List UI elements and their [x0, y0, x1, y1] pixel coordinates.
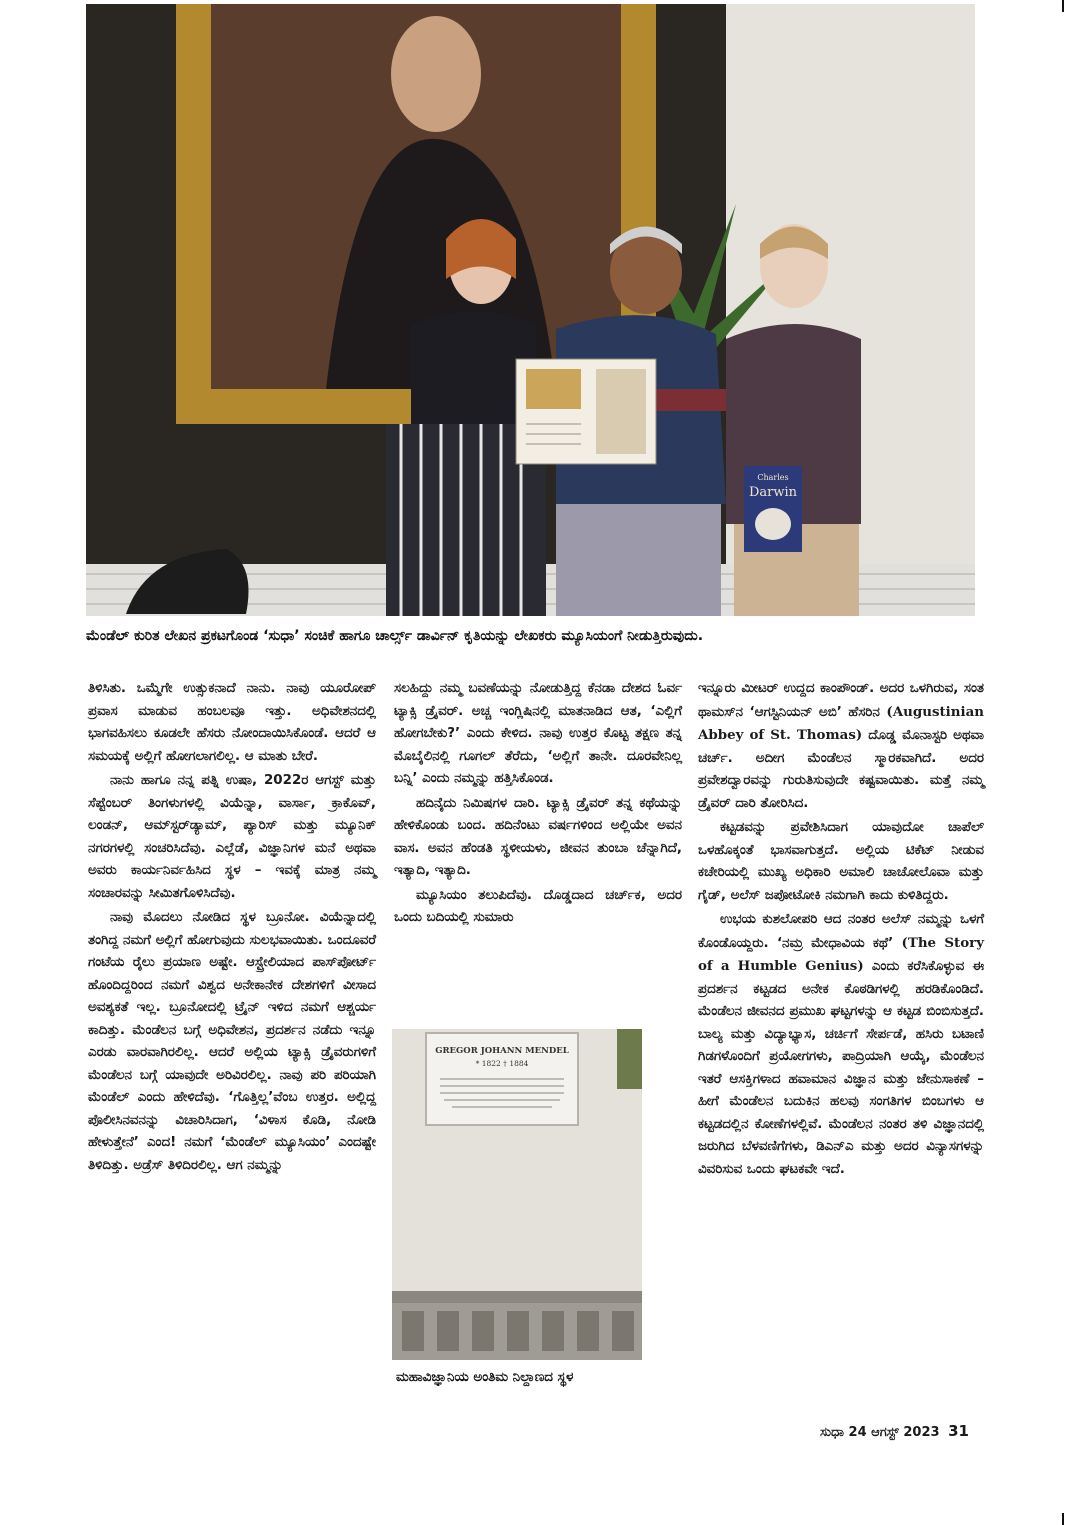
- col3-paragraph-1: [698, 678, 984, 815]
- col3-p3-latin: (The Story of a Humble Genius): [698, 934, 985, 974]
- magazine-date: ಸುಧಾ 24 ಆಗಸ್ಟ್ 2023: [820, 1425, 940, 1440]
- col2-paragraph-2: ಹದಿನೈದು ನಿಮಿಷಗಳ ದಾರಿ. ಟ್ಯಾಕ್ಸಿ ಡ್ರೈವರ್ ತನ್ನ ಕಥೆಯನ್ನು ಹೇಳಿಕೊಂಡು ಬಂದ. ಹದಿನೆಂಟು ವರ್ಷಗಳಿಂದ ಅಲ್ಲಿಯೇ ಅವನ ವಾಸ. ಅವನ ಹೆಂಡತಿ ಸ್ಥಳೀಯಳು, ಜೀವನ ತುಂಬಾ ಚೆನ್ನಾಗಿದೆ, ಇತ್ಯಾದಿ, ಇತ್ಯಾದಿ.: [394, 795, 682, 878]
- col3-p3-text-b: ಎಂದು ಕರೆಸಿಕೊಳ್ಳುವ ಈ ಪ್ರದರ್ಶನ ಕಟ್ಟಡದ ಅನೇಕ ಕೊಠಡಿಗಳಲ್ಲಿ ಹರಡಿಕೊಂಡಿದೆ. ಮೆಂಡೆಲನ ಜೀವನದ ಪ್ರಮುಖ ಘಟ್ಟಗಳನ್ನು ಆ ಕಟ್ಟಡ ಬಿಂಬಿಸುತ್ತದೆ. ಬಾಲ್ಯ ಮತ್ತು ವಿದ್ಯಾಭ್ಯಾಸ, ಚರ್ಚಿಗೆ ಸೇರ್ಪಡೆ, ಹಸಿರು ಬಟಾಣಿ ಗಿಡಗಳೊಂದಿಗೆ ಪ್ರಯೋಗಗಳು, ಪಾದ್ರಿಯಾಗಿ ಆಯ್ಕೆ, ಮೆಂಡೆಲನ ಇತರೆ ಆಸಕ್ತಿಗಳಾದ ಹವಾಮಾನ ವಿಜ್ಞಾನ ಮತ್ತು ಜೇನುಸಾಕಣೆ – ಹೀಗೆ ಮೆಂಡೆಲನ ಬದುಕಿನ ಹಲವು ಸಂಗತಿಗಳ ಬಿಂಬಗಳು ಆ ಕಟ್ಟಡದಲ್ಲಿನ ಕೋಣೆಗಳಲ್ಲಿವೆ. ಮೆಂಡೆಲನ ನಂತರ ತಳಿ ವಿಜ್ಞಾನದಲ್ಲಿ ಜರುಗಿದ ಬೆಳವಣಿಗೆಗಳು, ಡಿಎನ್ಎ ಮತ್ತು ಅದರ ವಿನ್ಯಾಸಗಳನ್ನು ವಿವರಿಸುವ ಒಂದು ಘಟಕವೇ ಇದೆ.: [698, 959, 984, 1177]
- memorial-plaque-illustration: [392, 1029, 642, 1360]
- col3-p1-text-b: ದೊಡ್ಡ ಮೊನಾಸ್ಟರಿ ಅಥವಾ ಚರ್ಚ್. ಅದೀಗ ಮೆಂಡೆಲನ ಸ್ಮಾರಕವಾಗಿದೆ. ಅದರ ಪ್ರವೇಶದ್ವಾರವನ್ನು ಗುರುತಿಸುವುದೇ ಕಷ್ಟವಾಯಿತು. ಮತ್ತೆ ನಮ್ಮ ಡ್ರೈವರ್ ದಾರಿ ತೋರಿಸಿದ.: [698, 728, 984, 811]
- article-column-1: [88, 678, 376, 1179]
- photo-caption: ಮೆಂಡೆಲ್ ಕುರಿತ ಲೇಖನ ಪ್ರಕಟಗೊಂಡ ‘ಸುಧಾ’ ಸಂಚಿಕೆ ಹಾಗೂ ಚಾರ್ಲ್ಸ್ ಡಾರ್ವಿನ್ ಕೃತಿಯನ್ನು ಲೇಖಕರು ಮ್ಯೂಸಿಯಂಗೆ ನೀಡುತ್ತಿರುವುದು.: [86, 628, 704, 644]
- col1-paragraph-1: ತಿಳಿಸಿತು. ಒಮ್ಮೆಗೇ ಉತ್ಸುಕನಾದೆ ನಾನು. ನಾವು ಯೂರೋಪ್ ಪ್ರವಾಸ ಮಾಡುವ ಹಂಬಲವೂ ಇತ್ತು. ಅಧಿವೇಶನದಲ್ಲಿ ಭಾಗವಹಿಸಲು ಕೂಡಲೇ ಹೆಸರು ನೋಂದಾಯಿಸಿಕೊಂಡೆ. ಆದರೆ ಆ ಸಮಯಕ್ಕೆ ಅಲ್ಲಿಗೆ ಹೋಗಲಾಗಲಿಲ್ಲ. ಆ ಮಾತು ಬೇರೆ.: [88, 681, 376, 764]
- col1-paragraph-2: ನಾನು ಹಾಗೂ ನನ್ನ ಪತ್ನಿ ಉಷಾ, 2022ರ ಆಗಸ್ಟ್ ಮತ್ತು ಸೆಪ್ಟೆಂಬರ್ ತಿಂಗಳುಗಳಲ್ಲಿ ವಿಯೆನ್ನಾ, ವಾರ್ಸಾ, ಕ್ರಾಕೊವ್, ಲಂಡನ್, ಆಮ್‌ಸ್ಟರ್‌ಡ್ಯಾಮ್, ಪ್ಯಾರಿಸ್ ಮತ್ತು ಮ್ಯೂನಿಕ್ ನಗರಗಳಲ್ಲಿ ಸಂಚರಿಸಿದೆವು. ಎಲ್ಲೆಡೆ, ವಿಜ್ಞಾನಿಗಳ ಮನೆ ಅಥವಾ ಅವರು ಕಾರ್ಯನಿರ್ವಹಿಸಿದ ಸ್ಥಳ – ಇವಕ್ಕೆ ಮಾತ್ರ ನಮ್ಮ ಸಂಚಾರವನ್ನು ಸೀಮಿತಗೊಳಿಸಿದೆವು.: [88, 773, 376, 901]
- museum-photo-illustration: [86, 4, 975, 616]
- article-column-3: [698, 678, 984, 1183]
- col1-paragraph-3: ನಾವು ಮೊದಲು ನೋಡಿದ ಸ್ಥಳ ಬ್ರೂನೋ. ವಿಯೆನ್ನಾದಲ್ಲಿ ತಂಗಿದ್ದ ನಮಗೆ ಅಲ್ಲಿಗೆ ಹೋಗುವುದು ಸುಲಭವಾಯಿತು. ಒಂದೂವರೆ ಗಂಟೆಯ ರೈಲು ಪ್ರಯಾಣ ಅಷ್ಟೇ. ಆಸ್ಟ್ರೇಲಿಯಾದ ಪಾಸ್‌ಪೋರ್ಟ್ ಹೊಂದಿದ್ದರಿಂದ ನಮಗೆ ವಿಶ್ವದ ಅನೇಕಾನೇಕ ದೇಶಗಳಿಗೆ ವೀಸಾದ ಅವಶ್ಯಕತೆ ಇಲ್ಲ. ಬ್ರೂನೋದಲ್ಲಿ ಟ್ರೈನ್ ಇಳಿದ ನಮಗೆ ಆಶ್ಚರ್ಯ ಕಾದಿತ್ತು. ಮೆಂಡೆಲನ ಬಗ್ಗೆ ಅಧಿವೇಶನ, ಪ್ರದರ್ಶನ ನಡೆದು ಇನ್ನೂ ಎರಡು ವಾರವಾಗಿರಲಿಲ್ಲ. ಆದರೆ ಅಲ್ಲಿಯ ಟ್ಯಾಕ್ಸಿ ಡ್ರೈವರುಗಳಿಗೆ ಮೆಂಡೆಲನ ಬಗ್ಗೆ ಯಾವುದೇ ಅರಿವಿರಲಿಲ್ಲ. ನಾವು ಪರಿ ಪರಿಯಾಗಿ ಮೆಂಡೆಲ್ ಎಂದು ಹೇಳಿದೆವು. ‘ಗೊತ್ತಿಲ್ಲ’ವೆಂಬ ಉತ್ತರ. ಅಲ್ಲಿದ್ದ ಪೊಲೀಸಿನವನನ್ನು ವಿಚಾರಿಸಿದಾಗ, ‘ವಿಳಾಸ ಕೊಡಿ, ನೋಡಿ ಹೇಳುತ್ತೇನೆ’ ಎಂದ! ನಮಗೆ ‘ಮೆಂಡೆಲ್ ಮ್ಯೂಸಿಯಂ’ ಎಂದಷ್ಟೇ ತಿಳಿದಿತ್ತು. ಅಡ್ರೆಸ್ ತಿಳಿದಿರಲಿಲ್ಲ. ಆಗ ನಮ್ಮನ್ನು: [88, 910, 376, 1173]
- top-photo: [86, 4, 975, 616]
- col2-paragraph-3: ಮ್ಯೂಸಿಯಂ ತಲುಪಿದೆವು. ದೊಡ್ಡದಾದ ಚರ್ಚ್‌ಕ, ಅದರ ಒಂದು ಬದಿಯಲ್ಲಿ ಸುಮಾರು: [394, 887, 682, 925]
- sudha-magazine: [516, 359, 656, 464]
- col3-paragraph-2: ಕಟ್ಟಡವನ್ನು ಪ್ರವೇಶಿಸಿದಾಗ ಯಾವುದೋ ಚಾಪೆಲ್ ಒಳಹೊಕ್ಕಂತೆ ಭಾಸವಾಗುತ್ತದೆ. ಅಲ್ಲಿಯ ಟಿಕೆಟ್ ನೀಡುವ ಕಚೇರಿಯಲ್ಲಿ ಮುಖ್ಯ ಅಧಿಕಾರಿ ಅಮಾಲಿ ಚಾಚೋಲೊವಾ ಮತ್ತು ಗೈಡ್, ಅಲೆಸ್ ಜಪೋಟೋಕಿ ನಮಗಾಗಿ ಕಾದು ಕುಳಿತಿದ್ದರು.: [698, 820, 984, 903]
- col3-paragraph-3: [698, 909, 984, 1181]
- col2-paragraph-1: ಸಲಹಿದ್ದು ನಮ್ಮ ಬವಣೆಯನ್ನು ನೋಡುತ್ತಿದ್ದ ಕೆನಡಾ ದೇಶದ ಓರ್ವ ಟ್ಯಾಕ್ಸಿ ಡ್ರೈವರ್. ಅಚ್ಚ ಇಂಗ್ಲಿಷಿನಲ್ಲಿ ಮಾತನಾಡಿದ ಆತ, ‘ಎಲ್ಲಿಗೆ ಹೋಗಬೇಕು?’ ಎಂದು ಕೇಳಿದ. ನಾವು ಉತ್ತರ ಕೊಟ್ಟ ತಕ್ಷಣ ತನ್ನ ಮೊಬೈಲಿನಲ್ಲಿ ಗೂಗಲ್ ತೆರೆದು, ‘ಅಲ್ಲಿಗೆ ತಾನೇ. ದೂರವೇನಿಲ್ಲ ಬನ್ನಿ’ ಎಂದು ನಮ್ಮನ್ನು ಹತ್ತಿಸಿಕೊಂಡ.: [394, 681, 682, 786]
- page-folio: [820, 1422, 969, 1440]
- plaque-caption: ಮಹಾವಿಜ್ಞಾನಿಯ ಅಂತಿಮ ನಿಲ್ದಾಣದ ಸ್ಥಳ: [396, 1370, 574, 1385]
- crop-mark: [1062, 0, 1064, 12]
- book-title-line1: Charles: [757, 473, 789, 482]
- col3-p1-latin: (Augustinian Abbey of St. Thomas): [698, 703, 984, 743]
- crop-mark: [1062, 1513, 1064, 1525]
- plaque-name: GREGOR JOHANN MENDEL: [435, 1046, 569, 1056]
- book-title-line2: Darwin: [748, 485, 798, 500]
- col3-p1-text-a: ಇನ್ನೂರು ಮೀಟರ್ ಉದ್ದದ ಕಾಂಪೌಂಡ್. ಅದರ ಒಳಗಿರುವ, ಸಂತ ಥಾಮಸ್‌ನ ‘ಆಗಸ್ಟಿನಿಯನ್ ಅಬಿ’ ಹೆಸರಿನ: [698, 681, 984, 720]
- col3-p3-text-a: ಉಭಯ ಕುಶಲೋಪರಿ ಆದ ನಂತರ ಅಲೆಸ್ ನಮ್ಮನ್ನು ಒಳಗೆ ಕೊಂಡೊಯ್ದರು. ‘ನಮ್ರ ಮೇಧಾವಿಯ ಕಥೆ’: [698, 912, 984, 951]
- plaque-photo: [392, 1029, 642, 1360]
- plaque-years: * 1822 † 1884: [475, 1059, 529, 1068]
- article-column-2: [394, 678, 682, 932]
- page-number: 31: [948, 1422, 969, 1440]
